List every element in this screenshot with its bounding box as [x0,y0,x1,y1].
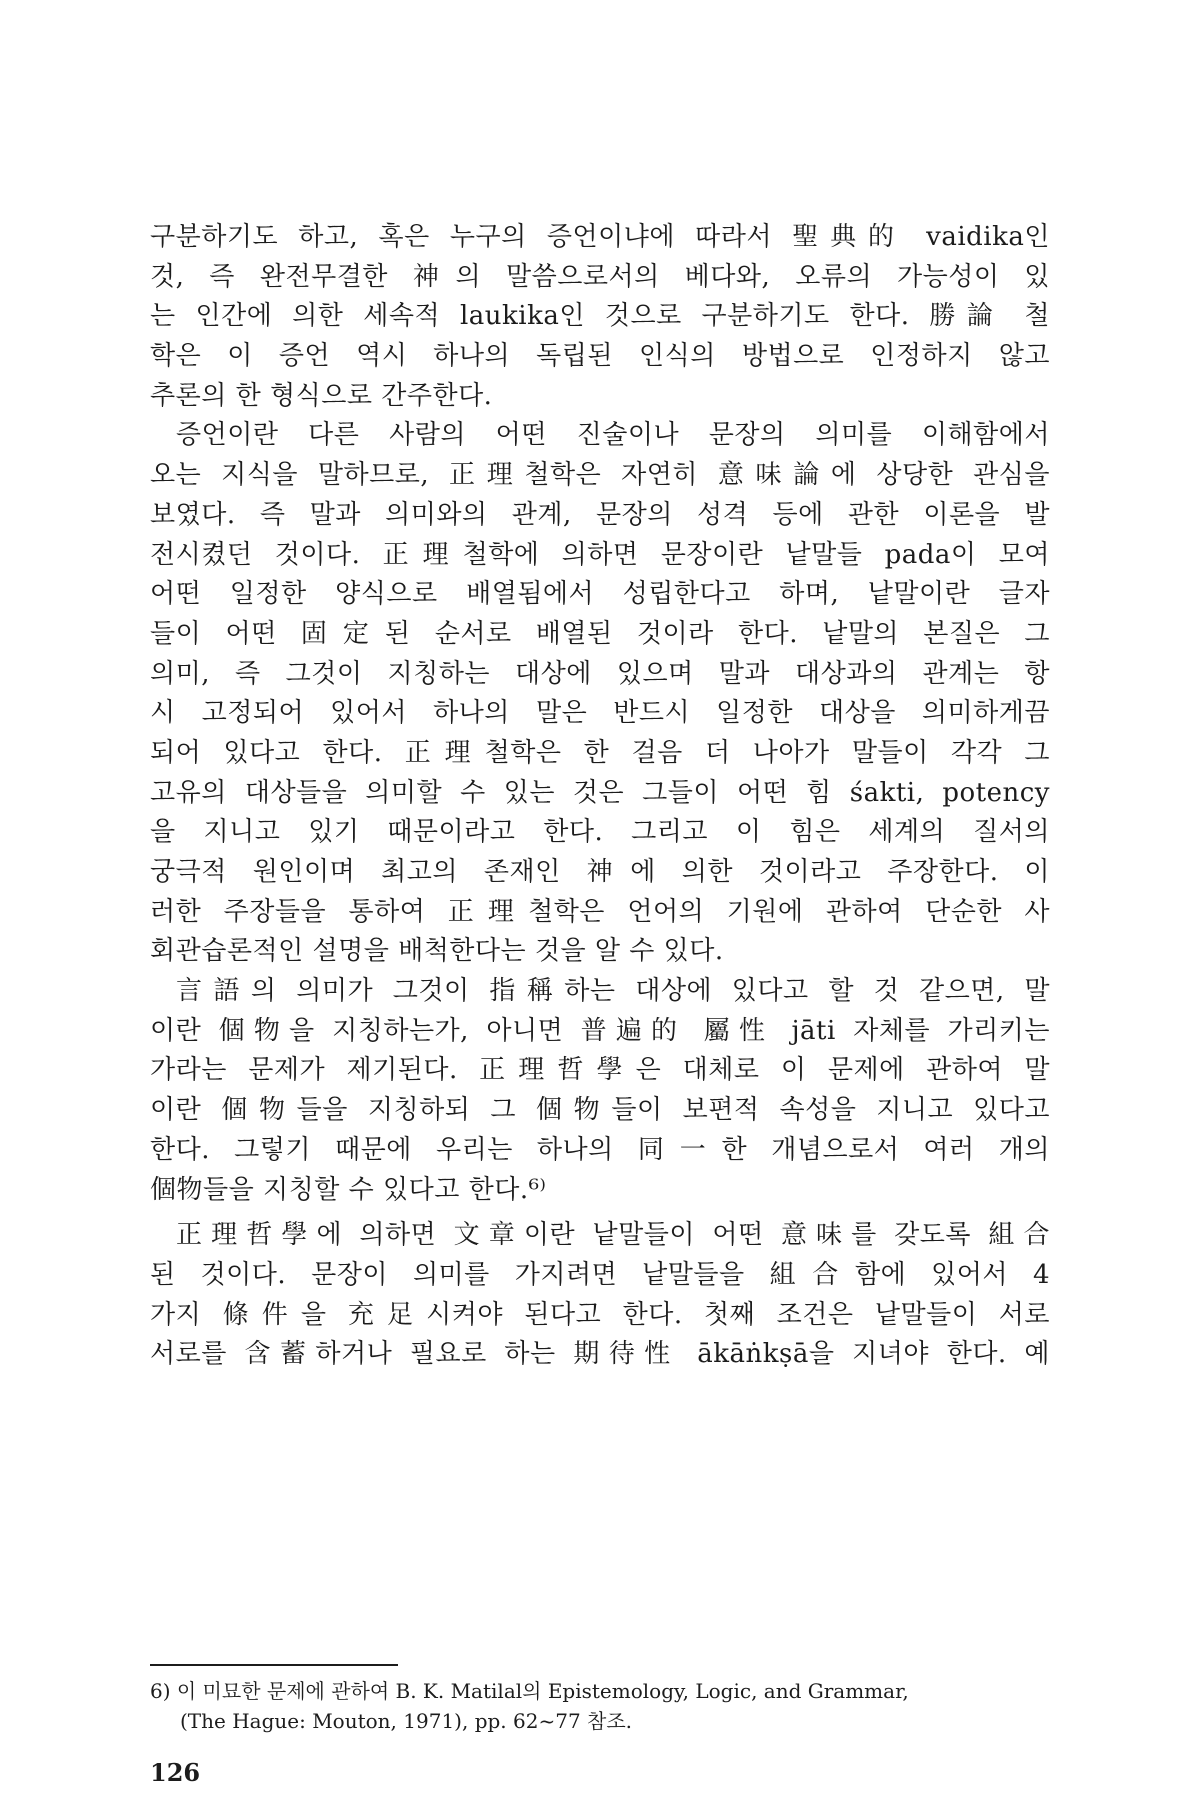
text-line: 러한 주장들을 통하여 正理철학은 언어의 기원에 관하여 단순한 사 [150,896,1050,927]
text-line: 전시켰던 것이다. 正理철학에 의하면 문장이란 낱말들 pada이 모여 [150,539,1050,570]
text-line: 추론의 한 형식으로 간주한다. [150,380,493,411]
text-line: 회관습론적인 설명을 배척한다는 것을 알 수 있다. [150,936,724,967]
text-line: 되어 있다고 한다. 正理철학은 한 걸음 더 나아가 말들이 각각 그 [150,737,1050,768]
text-line: 궁극적 원인이며 최고의 존재인 神에 의한 것이라고 주장한다. 이 [150,857,1050,887]
text-line: 구분하기도 하고, 혹은 누구의 증언이냐에 따라서 聖典的 vaidika인 [150,222,1050,252]
text-line: 의미, 즉 그것이 지칭하는 대상에 있으며 말과 대상과의 관계는 항 [150,658,1050,689]
text-line: 는 인간에 의한 세속적 laukika인 것으로 구분하기도 한다. 勝論 철 [150,301,1050,332]
footnote [150,1676,1050,1736]
text-line: 된 것이다. 문장이 의미를 가지려면 낱말들을 組合함에 있어서 4 [150,1259,1050,1290]
footnote-line: (The Hague: Mouton, 1971), pp. 62~77 참조. [180,1709,633,1733]
text-line: 言語의 의미가 그것이 指稱하는 대상에 있다고 할 것 같으면, 말 [176,976,1050,1007]
text-line: 가지 條件을 充足시켜야 된다고 한다. 첫째 조건은 낱말들이 서로 [150,1299,1050,1330]
text-line: 것, 즉 완전무결한 神의 말씀으로서의 베다와, 오류의 가능성이 있 [150,261,1050,292]
text-line: 을 지니고 있기 때문이라고 한다. 그리고 이 힘은 세계의 질서의 [150,817,1050,848]
text-line: 正理哲學에 의하면 文章이란 낱말들이 어떤 意味를 갖도록 組合 [176,1220,1050,1251]
text-line: 고유의 대상들을 의미할 수 있는 것은 그들이 어떤 힘 śakti, potency [150,777,1050,808]
text-line: 이란 個物들을 지칭하되 그 個物들이 보편적 속성을 지니고 있다고 [150,1095,1050,1126]
text-line: 증언이란 다른 사람의 어떤 진술이나 문장의 의미를 이해함에서 [176,420,1050,451]
text-line: 시 고정되어 있어서 하나의 말은 반드시 일정한 대상을 의미하게끔 [150,698,1050,729]
text-line: 들이 어떤 固定된 순서로 배열된 것이라 한다. 낱말의 본질은 그 [150,618,1050,649]
text-line: 보였다. 즉 말과 의미와의 관계, 문장의 성격 등에 관한 이론을 발 [150,499,1050,530]
text-line: 이란 個物을 지칭하는가, 아니면 普遍的 屬性 jāti 자체를 가리키는 [150,1015,1050,1046]
text-line: 어떤 일정한 양식으로 배열됨에서 성립한다고 하며, 낱말이란 글자 [150,579,1050,610]
text-line: 個物들을 지칭할 수 있다고 한다.⁶⁾ [150,1174,547,1205]
text-line: 가라는 문제가 제기된다. 正理哲學은 대체로 이 문제에 관하여 말 [150,1055,1050,1086]
page-number: 126 [150,1758,201,1787]
footnote-line: 6) 이 미묘한 문제에 관하여 B. K. Matilal의 Epistemology, Logic, and Grammar, [150,1679,909,1703]
body-text [150,218,1050,1375]
text-line: 학은 이 증언 역시 하나의 독립된 인식의 방법으로 인정하지 않고 [150,341,1050,372]
text-line: 한다. 그렇기 때문에 우리는 하나의 同一한 개념으로서 여러 개의 [150,1134,1050,1165]
text-line: 오는 지식을 말하므로, 正理철학은 자연히 意味論에 상당한 관심을 [150,460,1050,491]
footnote-divider [150,1664,398,1666]
text-line: 서로를 含蓄하거나 필요로 하는 期待性 ākāṅkṣā을 지녀야 한다. 예 [150,1339,1050,1370]
